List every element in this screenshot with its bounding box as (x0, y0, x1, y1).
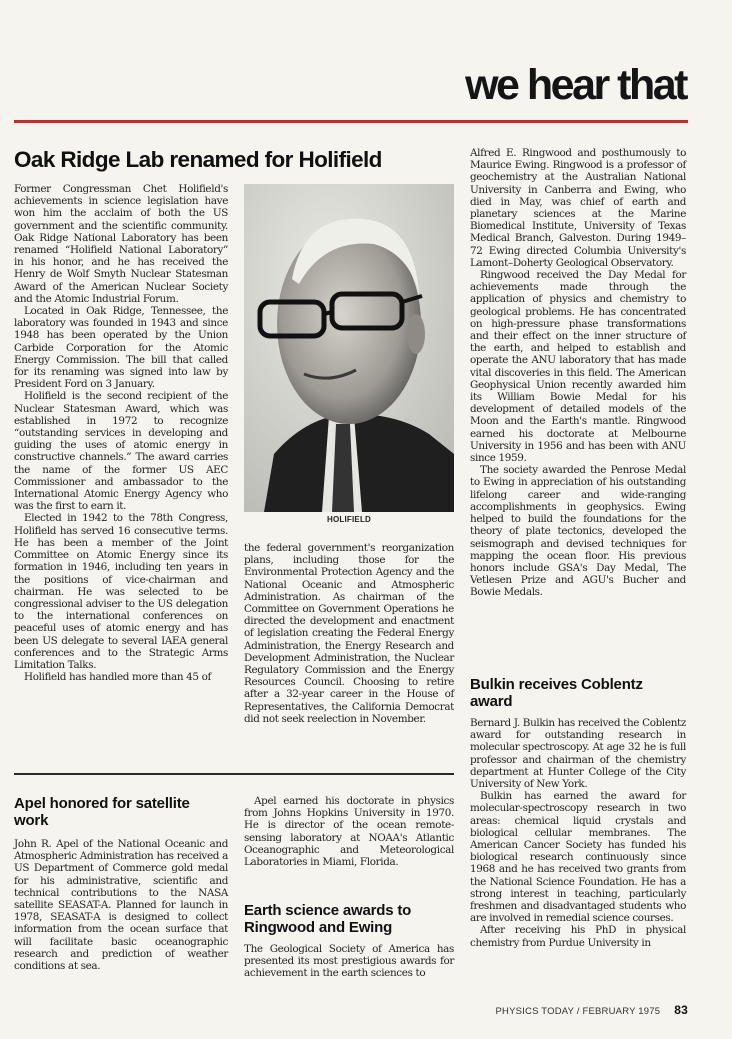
page-number: 83 (674, 1003, 688, 1017)
apel-paragraph: John R. Apel of the National Oceanic and Atmospheric Administration has received a US Department of Commerce gold medal for his administrative, scientific and technical contributions to the NASA satellite SEASAT-A. Planned for launch in 1978, SEASAT-A is designed to collect information from the ocean surface that will facilitate basic oceanographic research and prediction of weather conditions at sea. (14, 838, 228, 973)
apel-paragraph: Apel earned his doctorate in physics from Johns Hopkins University in 1970. He is director of the ocean remote-sensing laboratory at NOAA's Atlantic Oceanographic and Meteorological Laboratories in Miami, Florida. (244, 795, 454, 869)
section-divider (14, 773, 454, 775)
holifield-paragraph: Elected in 1942 to the 78th Congress, Holifield has served 16 consecutive terms. He has been a member of the Joint Committee on Atomic Energy since its formation in 1946, including ten years in the positions of vice-chairman and chairman. He was selected to be congressional adviser to the US delegation to the international conferences on peaceful uses of atomic energy and has been US delegate to several IAEA general conferences and to the Strategic Arms Limitation Talks. (14, 512, 228, 671)
ringwood-paragraph: Alfred E. Ringwood and posthumously to Maurice Ewing. Ringwood is a professor of geochemistry at the Australian National University in Canberra and Ewing, who died in May, was chief of earth and planetary sciences at the Marine Biomedical Institute, University of Texas Medical Branch, Galveston. During 1949–72 Ewing directed Columbia University's Lamont–Doherty Geological Observatory. (470, 147, 686, 269)
satellite-name: SEASAT-A (50, 911, 101, 924)
holifield-column-1 (14, 183, 228, 683)
holifield-paragraph: Holifield has handled more than 45 of (24, 671, 211, 684)
bulkin-article (470, 717, 686, 949)
ringwood-paragraph: The society awarded the Penrose Medal to Ewing in appreciation of his outstanding lifelong career and wide-ranging accomplishments in geophysics. Ewing helped to build the foundations for the theory of plate tectonics, developed the seismograph and devised techniques for mapping the ocean floor. His previous honors include GSA's Day Medal, The Vetlesen Prize and AGU's Bucher and Bowie Medals. (470, 464, 686, 599)
holifield-paragraph: Located in Oak Ridge, Tennessee, the laboratory was founded in 1943 and since 1948 has been operated by the Union Carbide Corporation for the Atomic Energy Commission. The bill that called for its renaming was signed into law by President Ford on 3 January. (14, 305, 228, 391)
bulkin-paragraph: Bulkin has earned the award for molecular-spectroscopy research in two areas: chemical liquid crystals and biological cellular membranes. The American Cancer Society has funded his biological research continuously since 1968 and he has received two grants from the National Science Foundation. He has a strong interest in teaching, particularly freshmen and disadvantaged students who are involved in remedial science courses. (470, 790, 686, 925)
satellite-name: SEASAT-A (58, 899, 109, 912)
holifield-paragraph: Former Congressman Chet Holifield's achievements in science legislation have won him the acclaim of both the US government and the scientific community. Oak Ridge National Laboratory has been renamed “Holifield National Laboratory” in his honor, and he has received the Henry de Wolf Smyth Nuclear Statesman Award of the American Nuclear Society and the Atomic Industrial Forum. (14, 183, 228, 305)
ringwood-paragraph: Ringwood received the Day Medal for achievements made through the application of physics and chemistry to geological problems. He has concentrated on high-pressure phase transformations and their effect on the inner structure of the earth, and helped to establish and operate the ANU laboratory that has made vital discoveries in this field. The American Geophysical Union recently awarded him its William Bowie Medal for his development of detailed models of the Moon and the Earth's mantle. Ringwood earned his doctorate at Melbourne University in 1956 and has been with ANU since 1959. (470, 269, 686, 465)
holifield-headline: Oak Ridge Lab renamed for Holifield (14, 147, 382, 172)
bulkin-paragraph: Bernard J. Bulkin has received the Coblentz award for outstanding research in molecular spectroscopy. At age 32 he is full professor and chairman of the chemistry department at Hunter College of the City University of New York. (470, 717, 686, 791)
apel-column-2 (244, 795, 454, 868)
masthead-rule (14, 120, 688, 123)
photo-caption: HOLIFIELD (326, 515, 372, 524)
holifield-column-2 (244, 542, 454, 725)
bulkin-headline: Bulkin receives Coblentz award (470, 676, 643, 710)
page-footer (486, 1003, 688, 1017)
earth-article (244, 943, 454, 980)
holifield-photo (244, 184, 454, 512)
apel-headline: Apel honored for satellite work (14, 795, 190, 829)
earth-headline: Earth science awards to Ringwood and Ewing (244, 902, 412, 936)
journal-issue: PHYSICS TODAY / FEBRUARY 1975 (495, 1006, 661, 1017)
apel-column-1 (14, 838, 228, 972)
ringwood-continuation (470, 147, 686, 599)
bulkin-paragraph: After receiving his PhD in physical chemistry from Purdue University in (470, 924, 686, 949)
holifield-paragraph: Holifield is the second recipient of the Nuclear Statesman Award, which was established in 1972 to recognize “outstanding services in developing and guiding the uses of atomic energy in constructive channels.” The award carries the name of the former US AEC Commissioner and ambassador to the International Atomic Energy Agency who was the first to earn it. (14, 390, 228, 513)
earth-paragraph: The Geological Society of America has presented its most prestigious awards for achievement in the earth sciences to (244, 943, 454, 980)
section-masthead: we hear that (465, 61, 686, 109)
holifield-paragraph: the federal government's reorganization plans, including those for the Environmental Protection Agency and the National Oceanic and Atmospheric Administration. As chairman of the Committee on Government Operations he directed the development and enactment of legislation creating the Federal Energy Administration, the Energy Research and Development Administration, the Nuclear Regulatory Commission and the Energy Resources Council. Choosing to retire after a 32-year career in the House of Representatives, the California Democrat did not seek reelection in November. (244, 542, 454, 725)
